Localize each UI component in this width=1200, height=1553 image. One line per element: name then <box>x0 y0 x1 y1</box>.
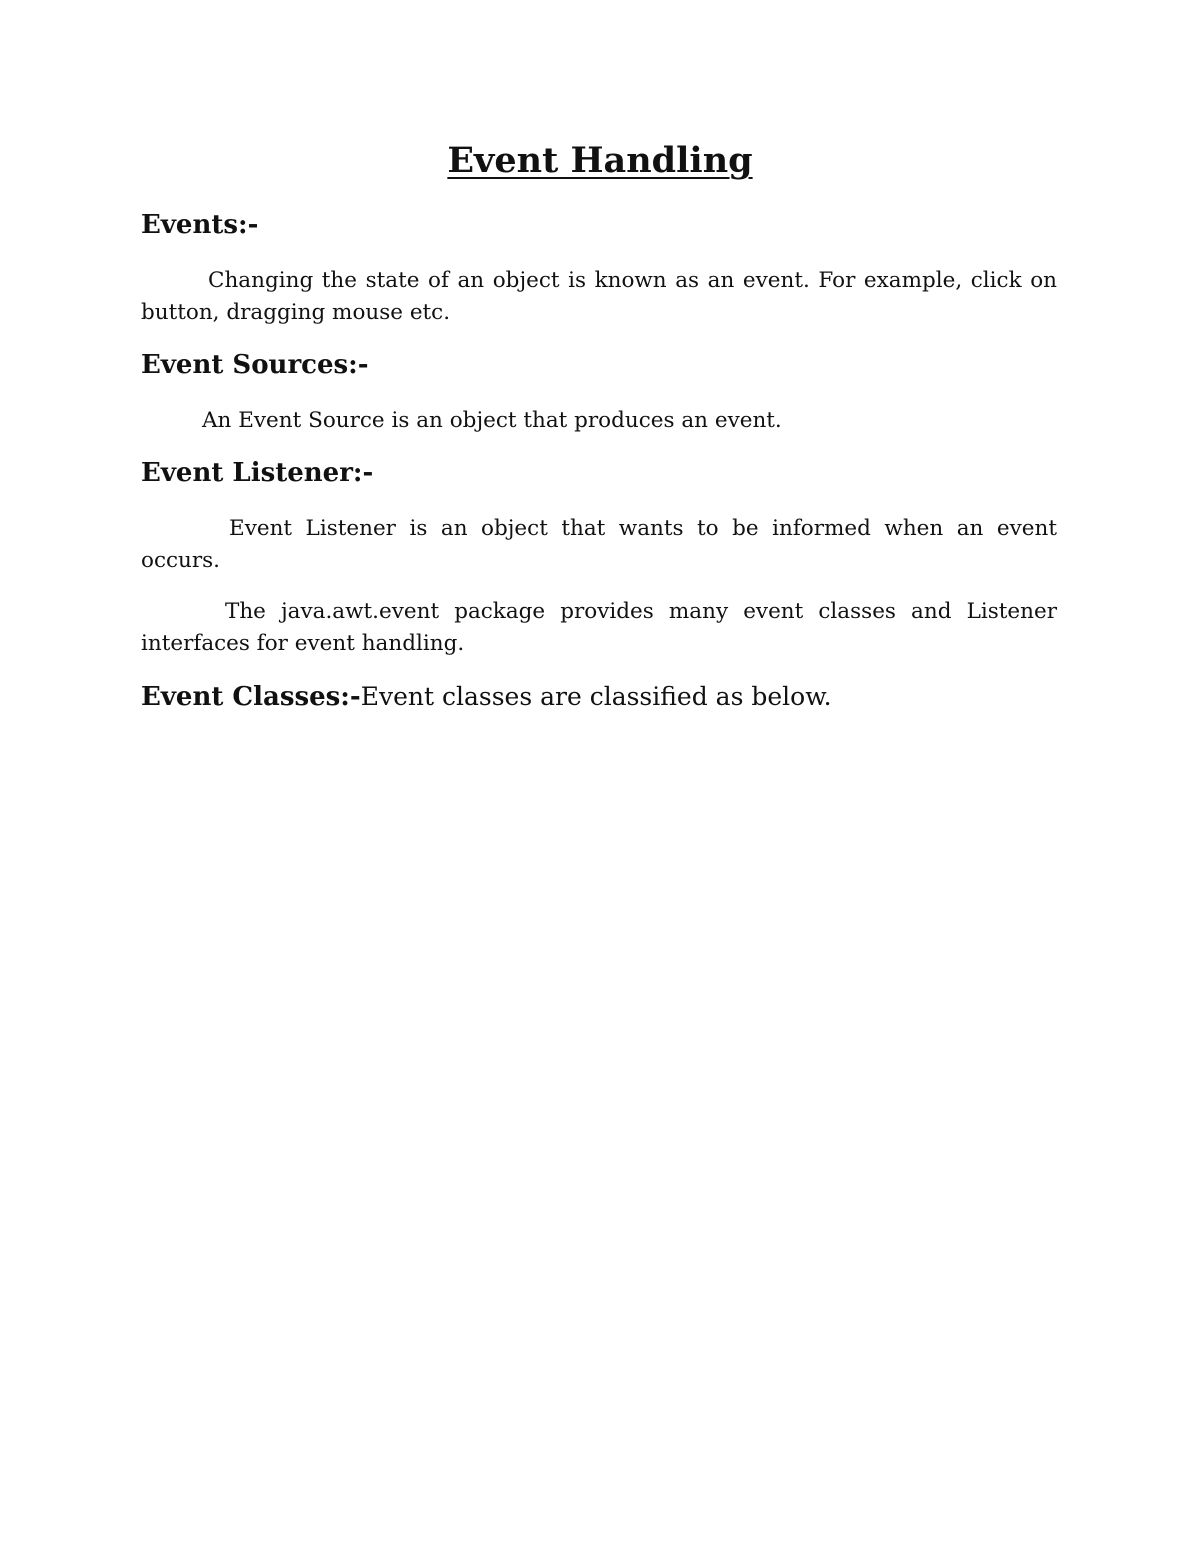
section-body-events: Changing the state of an object is known as an event. For example, click on button, dragging mouse etc. <box>141 268 1057 325</box>
event-classes-inline-text: Event classes are classified as below. <box>360 682 832 711</box>
event-classes-label: Event Classes:- <box>141 682 361 712</box>
section-body-event-listener: Event Listener is an object that wants to be informed when an event occurs. <box>141 516 1057 573</box>
section-heading-events: Events:- <box>141 210 259 240</box>
section-heading-event-listener: Event Listener:- <box>141 458 374 488</box>
page-title: Event Handling <box>447 140 753 181</box>
section-body-event-package: The java.awt.event package provides many event classes and Listener interfaces for event handling. <box>141 599 1057 656</box>
section-heading-event-sources: Event Sources:- <box>141 350 369 380</box>
section-heading-event-classes <box>141 682 832 712</box>
section-body-event-sources: An Event Source is an object that produces an event. <box>202 408 782 433</box>
